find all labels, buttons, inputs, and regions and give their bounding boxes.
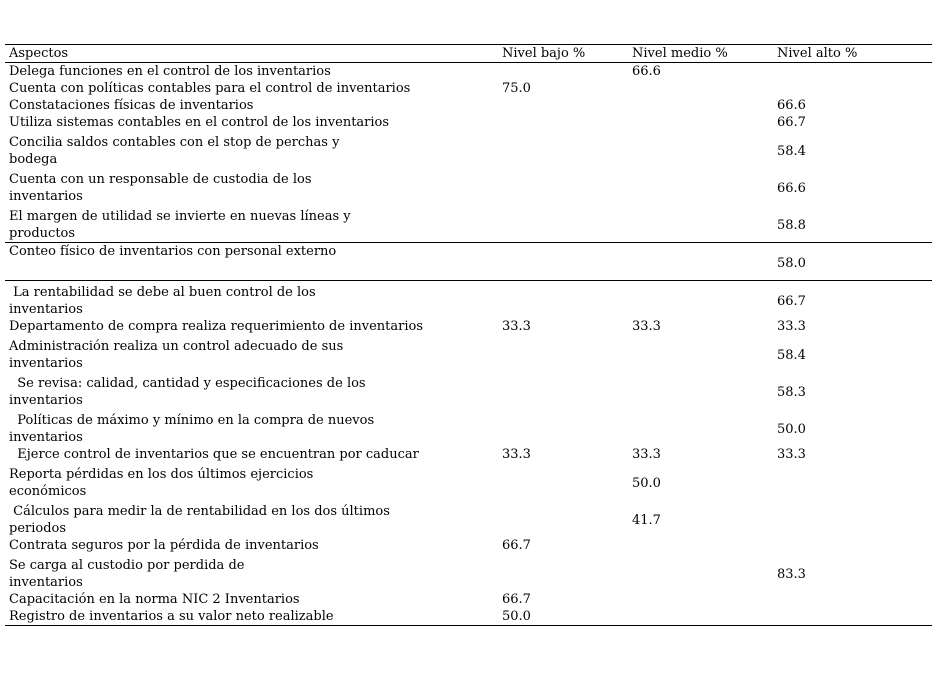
cell-nivel-alto: 50.0 — [777, 421, 806, 437]
cell-nivel-bajo — [498, 63, 628, 81]
cell-nivel-bajo — [498, 168, 628, 205]
table-row — [5, 372, 932, 409]
cell-aspecto — [5, 591, 498, 608]
cell-nivel-alto: 33.3 — [777, 447, 806, 462]
cell-nivel-bajo — [498, 372, 628, 409]
cell-nivel-alto — [773, 500, 932, 537]
cell-nivel-medio — [628, 205, 773, 243]
cell-nivel-medio — [628, 80, 773, 97]
cell-nivel-bajo — [498, 97, 628, 114]
cell-nivel-alto: 83.3 — [777, 566, 806, 582]
cell-aspecto — [5, 608, 498, 626]
cell-nivel-medio — [628, 591, 773, 608]
cell-nivel-alto: 66.7 — [777, 115, 806, 130]
aspect-text: Concilia saldos contables con el stop de perchas y bodega — [9, 135, 344, 167]
cell-nivel-medio — [628, 131, 773, 168]
aspect-text: Se carga al custodio por perdida de inventarios — [9, 558, 249, 590]
cell-nivel-alto: 58.4 — [777, 347, 806, 363]
cell-nivel-alto — [773, 591, 932, 608]
aspect-text: Cuenta con un responsable de custodia de los inventarios — [9, 172, 316, 204]
aspect-text: Cuenta con políticas contables para el control de inventarios — [9, 81, 411, 96]
cell-nivel-medio — [628, 168, 773, 205]
cell-nivel-bajo: 75.0 — [502, 81, 531, 96]
cell-nivel-medio — [628, 281, 773, 319]
cell-nivel-medio: 66.6 — [632, 64, 661, 79]
cell-aspecto — [5, 409, 498, 446]
cell-nivel-medio — [628, 409, 773, 446]
aspect-text: Delega funciones en el control de los inventarios — [9, 64, 331, 79]
cell-nivel-bajo — [498, 114, 628, 131]
cell-nivel-alto: 58.8 — [777, 217, 806, 233]
cell-nivel-medio — [628, 335, 773, 372]
cell-aspecto — [5, 80, 498, 97]
cell-nivel-bajo — [498, 131, 628, 168]
table-row — [5, 446, 932, 463]
cell-nivel-bajo: 66.7 — [502, 538, 531, 553]
cell-nivel-alto: 33.3 — [777, 319, 806, 334]
cell-nivel-medio — [628, 554, 773, 591]
table-row — [5, 243, 932, 281]
cell-nivel-medio — [628, 114, 773, 131]
aspect-text: Contrata seguros por la pérdida de inventarios — [9, 538, 319, 553]
table-row — [5, 335, 932, 372]
aspect-text: Departamento de compra realiza requerimiento de inventarios — [9, 319, 423, 334]
cell-nivel-medio — [628, 243, 773, 281]
aspect-text: Reporta pérdidas en los dos últimos ejercicios económicos — [9, 467, 318, 499]
cell-nivel-alto: 66.7 — [777, 293, 806, 309]
cell-nivel-alto — [773, 608, 932, 626]
aspect-text: Registro de inventarios a su valor neto realizable — [9, 609, 334, 624]
aspect-text: La rentabilidad se debe al buen control de los inventarios — [9, 285, 320, 317]
cell-nivel-medio — [628, 608, 773, 626]
cell-nivel-alto: 66.6 — [777, 98, 806, 113]
cell-nivel-bajo — [498, 205, 628, 243]
cell-nivel-medio: 33.3 — [632, 319, 661, 334]
cell-aspecto — [5, 131, 498, 168]
table-row — [5, 591, 932, 608]
cell-nivel-medio — [628, 537, 773, 554]
cell-nivel-alto — [773, 463, 932, 500]
cell-aspecto — [5, 97, 498, 114]
cell-aspecto — [5, 318, 498, 335]
cell-aspecto — [5, 335, 498, 372]
aspect-text: Cálculos para medir la de rentabilidad en los dos últimos periodos — [9, 504, 395, 536]
cell-aspecto — [5, 500, 498, 537]
cell-nivel-bajo — [498, 335, 628, 372]
aspect-text: Se revisa: calidad, cantidad y especificaciones de los inventarios — [9, 376, 370, 408]
table-body — [5, 63, 932, 626]
table-header-row — [5, 45, 932, 63]
cell-nivel-alto — [773, 80, 932, 97]
header-aspectos: Aspectos — [9, 46, 69, 61]
cell-aspecto — [5, 372, 498, 409]
table-row — [5, 463, 932, 500]
cell-aspecto — [5, 281, 498, 319]
cell-nivel-bajo: 33.3 — [502, 319, 531, 334]
table-row — [5, 409, 932, 446]
cell-nivel-bajo — [498, 281, 628, 319]
table-row — [5, 131, 932, 168]
cell-aspecto — [5, 243, 498, 281]
cell-aspecto — [5, 205, 498, 243]
cell-nivel-medio: 41.7 — [632, 512, 661, 528]
cell-nivel-bajo — [498, 500, 628, 537]
table-row — [5, 97, 932, 114]
cell-aspecto — [5, 63, 498, 81]
aspect-text: Capacitación en la norma NIC 2 Inventarios — [9, 592, 300, 607]
cell-nivel-bajo: 50.0 — [502, 609, 531, 624]
aspect-text: Ejerce control de inventarios que se encuentran por caducar — [9, 447, 419, 462]
cell-aspecto — [5, 554, 498, 591]
cell-nivel-bajo — [498, 243, 628, 281]
cell-nivel-bajo — [498, 463, 628, 500]
aspect-text: El margen de utilidad se invierte en nuevas líneas y productos — [9, 209, 355, 241]
table-row — [5, 537, 932, 554]
aspect-text: Constataciones físicas de inventarios — [9, 98, 254, 113]
aspect-text: Conteo físico de inventarios con personal externo — [9, 244, 337, 259]
cell-nivel-medio: 33.3 — [632, 447, 661, 462]
table-row — [5, 205, 932, 243]
cell-nivel-alto: 58.0 — [777, 255, 806, 271]
header-nivel-alto: Nivel alto % — [777, 46, 858, 61]
cell-nivel-alto — [773, 63, 932, 81]
cell-nivel-alto: 58.3 — [777, 384, 806, 400]
cell-nivel-alto: 58.4 — [777, 143, 806, 159]
table-row — [5, 63, 932, 81]
cell-aspecto — [5, 537, 498, 554]
table-row — [5, 554, 932, 591]
table-row — [5, 608, 932, 626]
cell-nivel-bajo: 33.3 — [502, 447, 531, 462]
table-row — [5, 281, 932, 319]
aspect-text: Políticas de máximo y mínimo en la compra de nuevos inventarios — [9, 413, 379, 445]
cell-nivel-medio — [628, 372, 773, 409]
table-row — [5, 80, 932, 97]
cell-nivel-bajo — [498, 409, 628, 446]
cell-aspecto — [5, 168, 498, 205]
table-row — [5, 168, 932, 205]
cell-nivel-alto: 66.6 — [777, 180, 806, 196]
cell-nivel-bajo — [498, 554, 628, 591]
aspect-text: Utiliza sistemas contables en el control de los inventarios — [9, 115, 390, 130]
table-row — [5, 318, 932, 335]
cell-aspecto — [5, 114, 498, 131]
table-row — [5, 500, 932, 537]
inventory-aspects-table — [5, 44, 932, 626]
cell-nivel-medio — [628, 97, 773, 114]
cell-nivel-bajo: 66.7 — [502, 592, 531, 607]
aspect-text: Administración realiza un control adecuado de sus inventarios — [9, 339, 348, 371]
cell-aspecto — [5, 463, 498, 500]
header-nivel-medio: Nivel medio % — [632, 46, 728, 61]
cell-nivel-medio: 50.0 — [632, 475, 661, 491]
cell-aspecto — [5, 446, 498, 463]
table-row — [5, 114, 932, 131]
header-nivel-bajo: Nivel bajo % — [502, 46, 586, 61]
cell-nivel-alto — [773, 537, 932, 554]
